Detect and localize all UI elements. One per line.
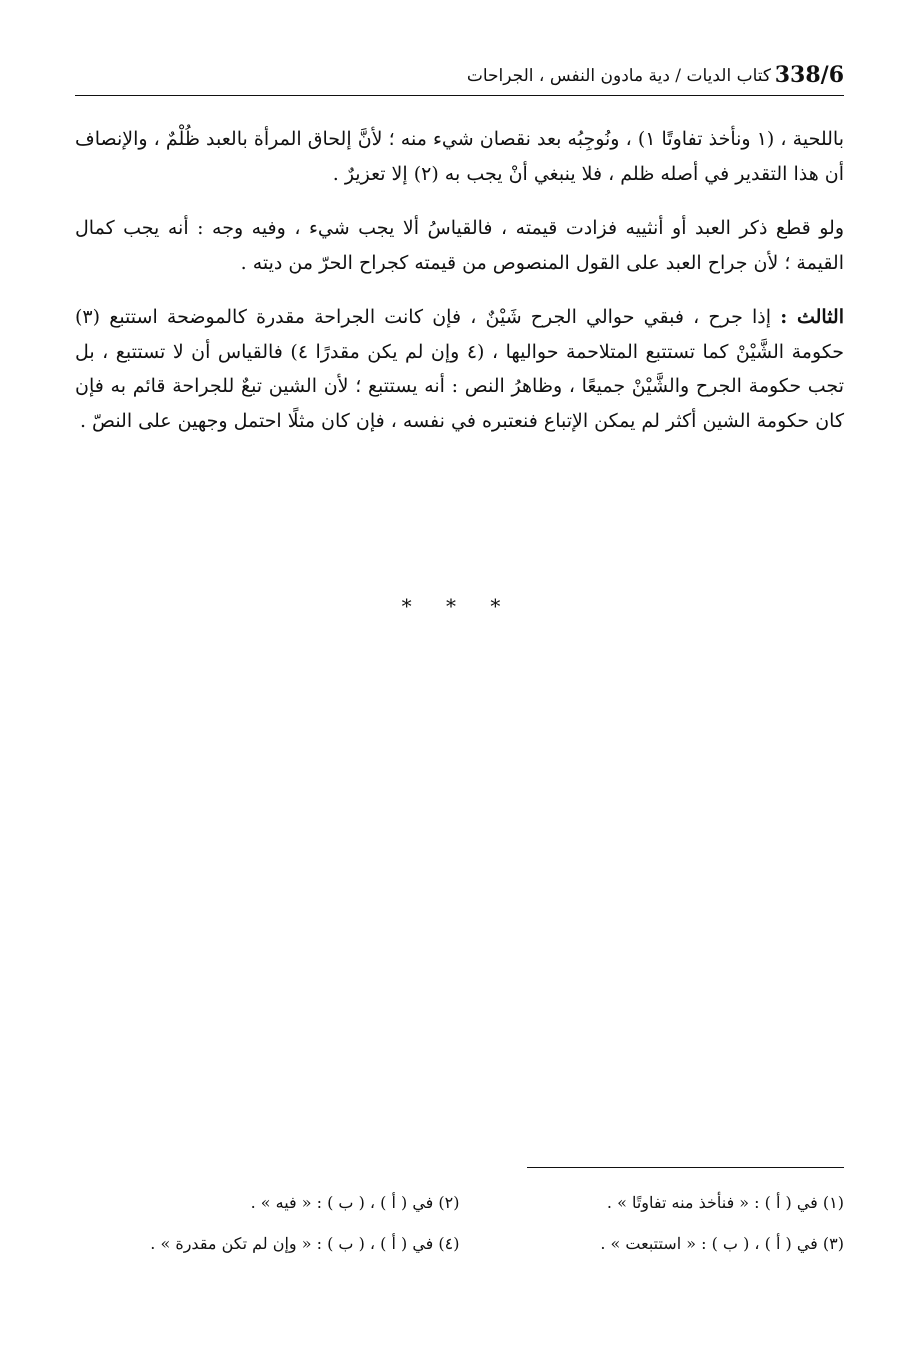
footnote-rule xyxy=(527,1167,844,1168)
footnote-1: (١) في ( أ ) : « فنأخذ منه تفاوتًا » . xyxy=(606,1193,844,1212)
footnote-3: (٣) في ( أ ) ، ( ب ) : « استتبعت » . xyxy=(600,1234,844,1253)
paragraph-3 xyxy=(75,300,844,438)
paragraph-2: ولو قطع ذكر العبد أو أنثييه فزادت قيمته ، فالقياسُ ألا يجب شيء ، وفيه وجه : أنه يجب كمال القيمة ؛ لأن جراح العبد على القول المنصوص من قيمته كجراح الحرّ من ديته . xyxy=(75,217,844,274)
paragraph-3-text: إذا جرح ، فبقي حوالي الجرح شَيْنٌ ، فإن كانت الجراحة مقدرة كالموضحة استتبع (٣) حكومة الشَّيْنْ كما تستتبع المتلاحمة حواليها ، (٤ وإن لم يكن مقدرًا ٤) فالقياس أن لا تستتبع ، بل تجب حكومة الجرح والشَّيْنْ جميعًا ، وظاهرُ النص : أنه يستتبع ؛ لأن الشين تبعٌ للجراحة قائم به فإن كان حكومة الشين أكثر لم يمكن الإتباع فنعتبره في نفسه ، فإن كان مثلًا احتمل وجهين على النصّ . xyxy=(75,306,844,432)
footnote-2: (٢) في ( أ ) ، ( ب ) : « فيه » . xyxy=(250,1193,460,1212)
running-title: كتاب الديات / دية مادون النفس ، الجراحات xyxy=(466,66,771,86)
section-lead: الثالث : xyxy=(780,306,845,328)
section-separator: * * * xyxy=(401,594,515,618)
footnotes xyxy=(75,1193,844,1253)
footnote-4: (٤) في ( أ ) ، ( ب ) : « وإن لم تكن مقدرة » . xyxy=(150,1234,460,1253)
main-text xyxy=(75,122,844,458)
header-rule xyxy=(75,95,844,96)
page-header xyxy=(75,62,844,96)
paragraph-1: باللحية ، (١ ونأخذ تفاوتًا ١) ، ونُوجِبُه بعد نقصان شيء منه ؛ لأنَّ إلحاق المرأة بالعبد ظُلْمٌ ، والإنصاف أن هذا التقدير في أصله ظلم ، فلا ينبغي أنْ يجب به (٢) إلا تعزيرٌ . xyxy=(75,128,845,185)
page-number: 338/6 xyxy=(774,62,844,88)
